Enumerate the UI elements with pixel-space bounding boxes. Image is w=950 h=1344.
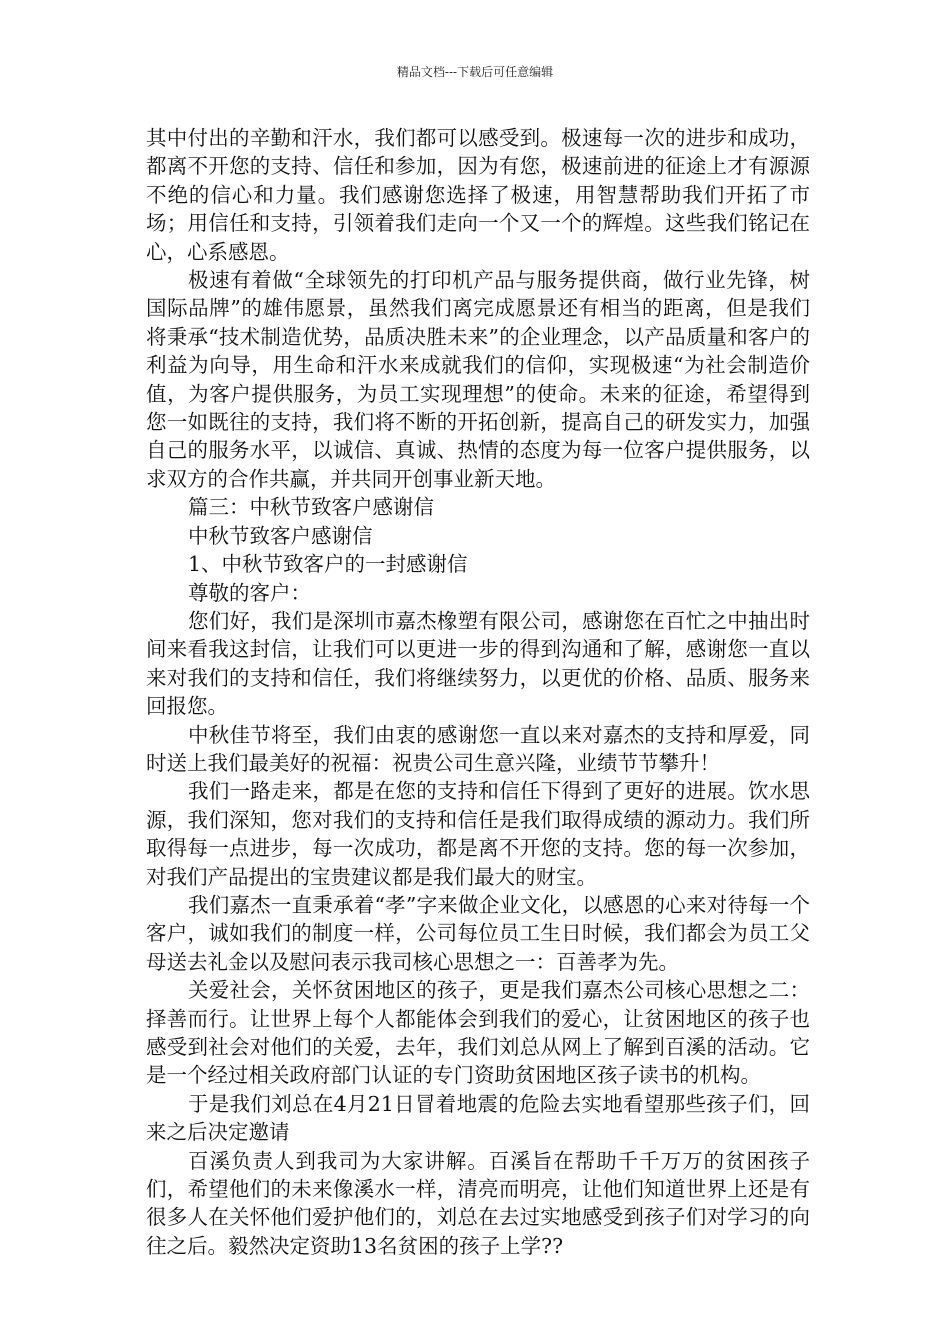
document-body — [146, 124, 810, 1260]
section-heading: 篇三：中秋节致客户感谢信 — [188, 495, 434, 520]
paragraph: 中秋佳节将至，我们由衷的感谢您一直以来对嘉杰的支持和厚爱，同时送上我们最美好的祝福：祝贵公司生意兴隆，业绩节节攀升！ — [146, 722, 810, 775]
salutation: 尊敬的客户： — [188, 580, 311, 605]
paragraph: 我们一路走来，都是在您的支持和信任下得到了更好的进展。饮水思源，我们深知，您对我们的支持和信任是我们取得成绩的源动力。我们所取得每一点进步，每一次成功，都是离不开您的支持。您的每一次参加，对我们产品提出的宝贵建议都是我们最大的财宝。 — [146, 779, 810, 889]
page-header: 精品文档---下载后可任意编辑 — [396, 65, 554, 79]
paragraph: 百溪负责人到我司为大家讲解。百溪旨在帮助千千万万的贫困孩子们，希望他们的未来像溪水一样，清亮而明亮，让他们知道世界上还是有很多人在关怀他们爱护他们的，刘总在去过实地感受到孩子们对学习的向往之后。毅然决定资助13名贫困的孩子上学?? — [146, 1148, 810, 1258]
letter-subtitle: 1、中秋节致客户的一封感谢信 — [188, 552, 468, 577]
paragraph: 我们嘉杰一直秉承着“孝”字来做企业文化，以感恩的心来对待每一个客户，诚如我们的制度一样，公司每位员工生日时候，我们都会为员工父母送去礼金以及慰问表示我司核心思想之一：百善孝为先。 — [146, 892, 810, 974]
paragraph: 您们好，我们是深圳市嘉杰橡塑有限公司，感谢您在百忙之中抽出时间来看我这封信，让我们可以更进一步的得到沟通和了解，感谢您一直以来对我们的支持和信任，我们将继续努力，以更优的价格、品质、服务来回报您。 — [146, 608, 810, 719]
paragraph: 其中付出的辛勤和汗水，我们都可以感受到。极速每一次的进步和成功，都离不开您的支持、信任和参加，因为有您，极速前进的征途上才有源源不绝的信心和力量。我们感谢您选择了极速，用智慧帮助我们开拓了市场；用信任和支持，引领着我们走向一个又一个的辉煌。这些我们铭记在心，心系感恩。 — [146, 126, 810, 264]
paragraph: 极速有着做“全球领先的打印机产品与服务提供商，做行业先锋，树国际品牌”的雄伟愿景，虽然我们离完成愿景还有相当的距离，但是我们将秉承“技术制造优势，品质决胜未来”的企业理念，以产品质量和客户的利益为向导，用生命和汗水来成就我们的信仰，实现极速“为社会制造价值，为客户提供服务，为员工实现理想”的使命。未来的征途，希望得到您一如既往的支持，我们将不断的开拓创新，提高自己的研发实力，加强自己的服务水平，以诚信、真诚、热情的态度为每一位客户提供服务，以求双方的合作共赢，并共同开创事业新天地。 — [146, 268, 810, 491]
paragraph: 关爱社会，关怀贫困地区的孩子，更是我们嘉杰公司核心思想之二：择善而行。让世界上每个人都能体会到我们的爱心，让贫困地区的孩子也感受到社会对他们的关爱，去年，我们刘总从网上了解到百溪的活动。它是一个经过相关政府部门认证的专门资助贫困地区孩子读书的机构。 — [146, 978, 810, 1088]
letter-title: 中秋节致客户感谢信 — [188, 523, 373, 548]
paragraph: 于是我们刘总在4月21日冒着地震的危险去实地看望那些孩子们，回来之后决定邀请 — [146, 1091, 810, 1145]
